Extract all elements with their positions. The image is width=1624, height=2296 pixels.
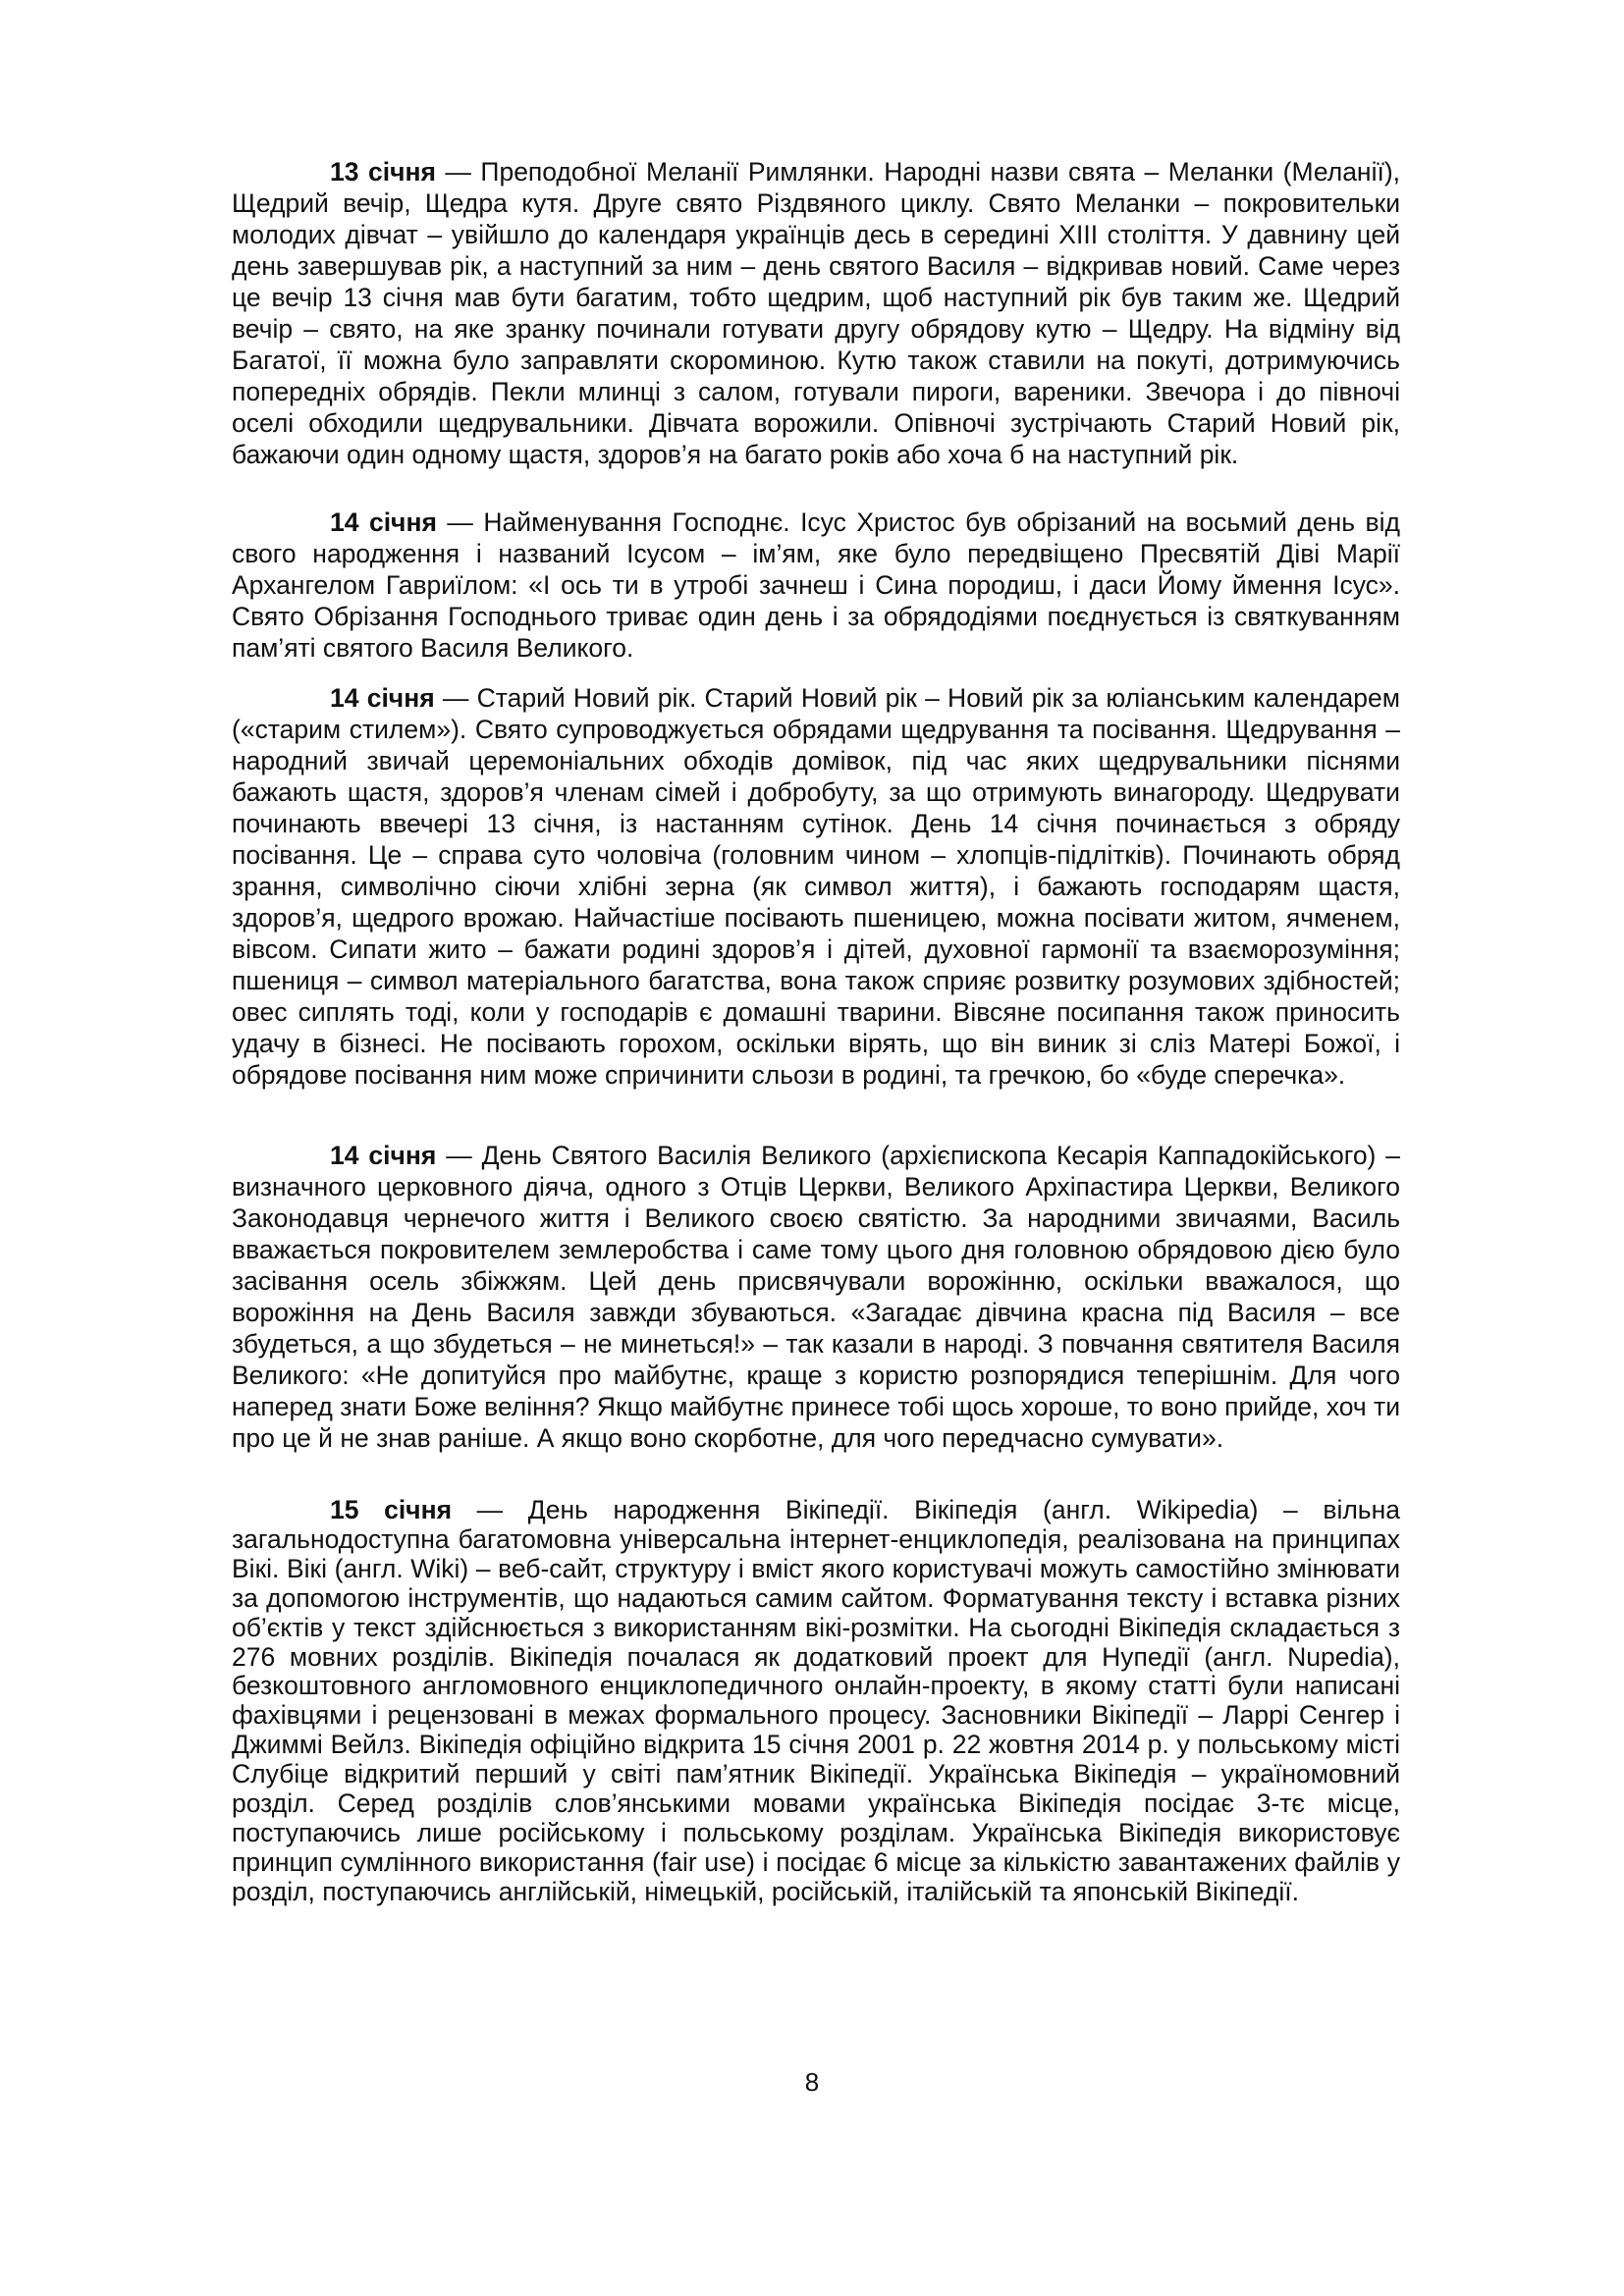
paragraph-date: 13 січня — [330, 157, 436, 187]
paragraph-text: Преподобної Меланії Римлянки. Народні назви свята – Меланки (Меланії), Щедрий вечір, Щедра кутя. Друге свято Різдвяного циклу. Свято Меланки – покровительки молодих дівчат – увійшло до календаря українців десь в середині XIII століття. У давнину цей день завершував рік, а наступний за ним – день святого Василя – відкривав новий. Саме через це вечір 13 січня мав бути багатим, тобто щедрим, щоб наступний рік був таким же. Щедрий вечір – свято, на яке зранку починали готувати другу обрядову кутю – Щедру. На відміну від Багатої, її можна було заправляти скороминою. Кутю також ставили на покуті, дотримуючись попередніх обрядів. Пекли млинці з салом, готували пироги, вареники. Звечора і до півночі оселі обходили щедрувальники. Дівчата ворожили. Опівночі зустрічають Старий Новий рік, бажаючи один одному щастя, здоров’я на багато років або хоча б на наступний рік. — [232, 157, 1401, 469]
page-number: 8 — [804, 2067, 820, 2097]
em-dash: — — [452, 1495, 528, 1524]
paragraph-text: День народження Вікіпедії. Вікіпедія (англ. Wikipedia) – вільна загальнодоступна багатомовна універсальна інтернет-енциклопедія, реалізована на принципах Вікі. Вікі (англ. Wiki) – веб-сайт, структуру і вміст якого користувачі можуть самостійно змінювати за допомогою інструментів, що надаються самим сайтом. Форматування тексту і вставка різних об’єктів у текст здійснюється з використанням вікі-розмітки. На сьогодні Вікіпедія складається з 276 мовних розділів. Вікіпедія почалася як додатковий проект для Нупедії (англ. Nupedia), безкоштовного англомовного енциклопедичного онлайн-проекту, в якому статті були написані фахівцями і рецензовані в межах формального процесу. Засновники Вікіпедії – Ларрі Сенгер і Джиммі Вейлз. Вікіпедія офіційно відкрита 15 січня 2001 р. 22 жовтня 2014 р. у польському місті Слубіце відкритий перший у світі пам’ятник Вікіпедії. Українська Вікіпедія – україномовний розділ. Серед розділів слов’янськими мовами українська Вікіпедія посідає 3-тє місце, поступаючись лише російському і польському розділам. Українська Вікіпедія використовує принцип сумлінного використання (fair use) і посідає 6 місце за кількістю завантажених файлів у розділ, поступаючись англійській, німецькій, російській, італійській та японській Вікіпедії. — [232, 1495, 1400, 1906]
paragraph-date: 14 січня — [330, 683, 435, 713]
paragraph-date: 14 січня — [330, 507, 437, 537]
paragraph-text: Старий Новий рік. Старий Новий рік – Новий рік за юліанським календарем («старим стилем»). Свято супроводжується обрядами щедрування та посівання. Щедрування – народний звичай церемоніальних обходів домівок, під час яких щедрувальники піснями бажають щастя, здоров’я членам сімей і добробуту, за що отримують винагороду. Щедрувати починають ввечері 13 січня, із настанням сутінок. День 14 січня починається з обряду посівання. Це – справа суто чоловіча (головним чином – хлопців-підлітків). Починають обряд зрання, символічно сіючи хлібні зерна (як символ життя), і бажають господарям щастя, здоров’я, щедрого врожаю. Найчастіше посівають пшеницею, можна посівати житом, ячменем, вівсом. Сипати жито – бажати родині здоров’я і дітей, духовної гармонії та взаєморозуміння; пшениця – символ матеріального багатства, вона також сприяє розвитку розумових здібностей; овес сиплять тоді, коли у господарів є домашні тварини. Вівсяне посипання також приносить удачу в бізнесі. Не посівають горохом, оскільки вірять, що він виник зі сліз Матері Божої, і обрядове посівання ним може спричинити сльози в родині, та гречкою, бо «буде сперечка». — [232, 683, 1400, 1090]
paragraph-text: Найменування Господнє. Ісус Христос був обрізаний на восьмий день від свого народження і названий Ісусом – ім’ям, яке було передвіщено Пресвятій Діві Марії Архангелом Гавриїлом: «І ось ти в утробі зачнеш і Сина породиш, і даси Йому ймення Ісус». Свято Обрізання Господнього триває один день і за обрядодіями поєднується із святкуванням пам’яті святого Василя Великого. — [232, 507, 1400, 663]
paragraph-text: День Святого Василія Великого (архієпископа Кесарія Каппадокійського) – визначного церковного діяча, одного з Отців Церкви, Великого Архіпастира Церкви, Великого Законодавця чернечого життя і Великого своєю святістю. За народними звичаями, Василь вважається покровителем землеробства і саме тому цього дня головною обрядовою дією було засівання осель збіжжям. Цей день присвячували ворожінню, оскільки вважалося, що ворожіння на День Василя завжди збуваються. «Загадає дівчина красна під Василя – все збудеться, а що збудеться – не минеться!» – так казали в народі. З повчання святителя Василя Великого: «Не допитуйся про майбутнє, краще з користю розпорядися теперішнім. Для чого наперед знати Боже веління? Якщо майбутнє принесе тобі щось хороше, то воно прийде, хоч ти про це й не знав раніше. А якщо воно скорботне, для чого передчасно сумувати». — [232, 1141, 1400, 1453]
paragraph-date: 14 січня — [330, 1141, 437, 1170]
em-dash: — — [436, 1141, 482, 1170]
paragraph-date: 15 січня — [330, 1495, 453, 1524]
em-dash: — — [436, 507, 484, 537]
paragraph-naming-of-lord — [232, 507, 1400, 664]
em-dash: — — [435, 157, 481, 187]
em-dash: — — [434, 683, 477, 713]
paragraph-st-basil — [232, 1140, 1400, 1454]
paragraph-melania — [232, 156, 1400, 470]
paragraph-wikipedia-day — [232, 1496, 1400, 1907]
paragraph-old-new-year — [232, 682, 1400, 1091]
